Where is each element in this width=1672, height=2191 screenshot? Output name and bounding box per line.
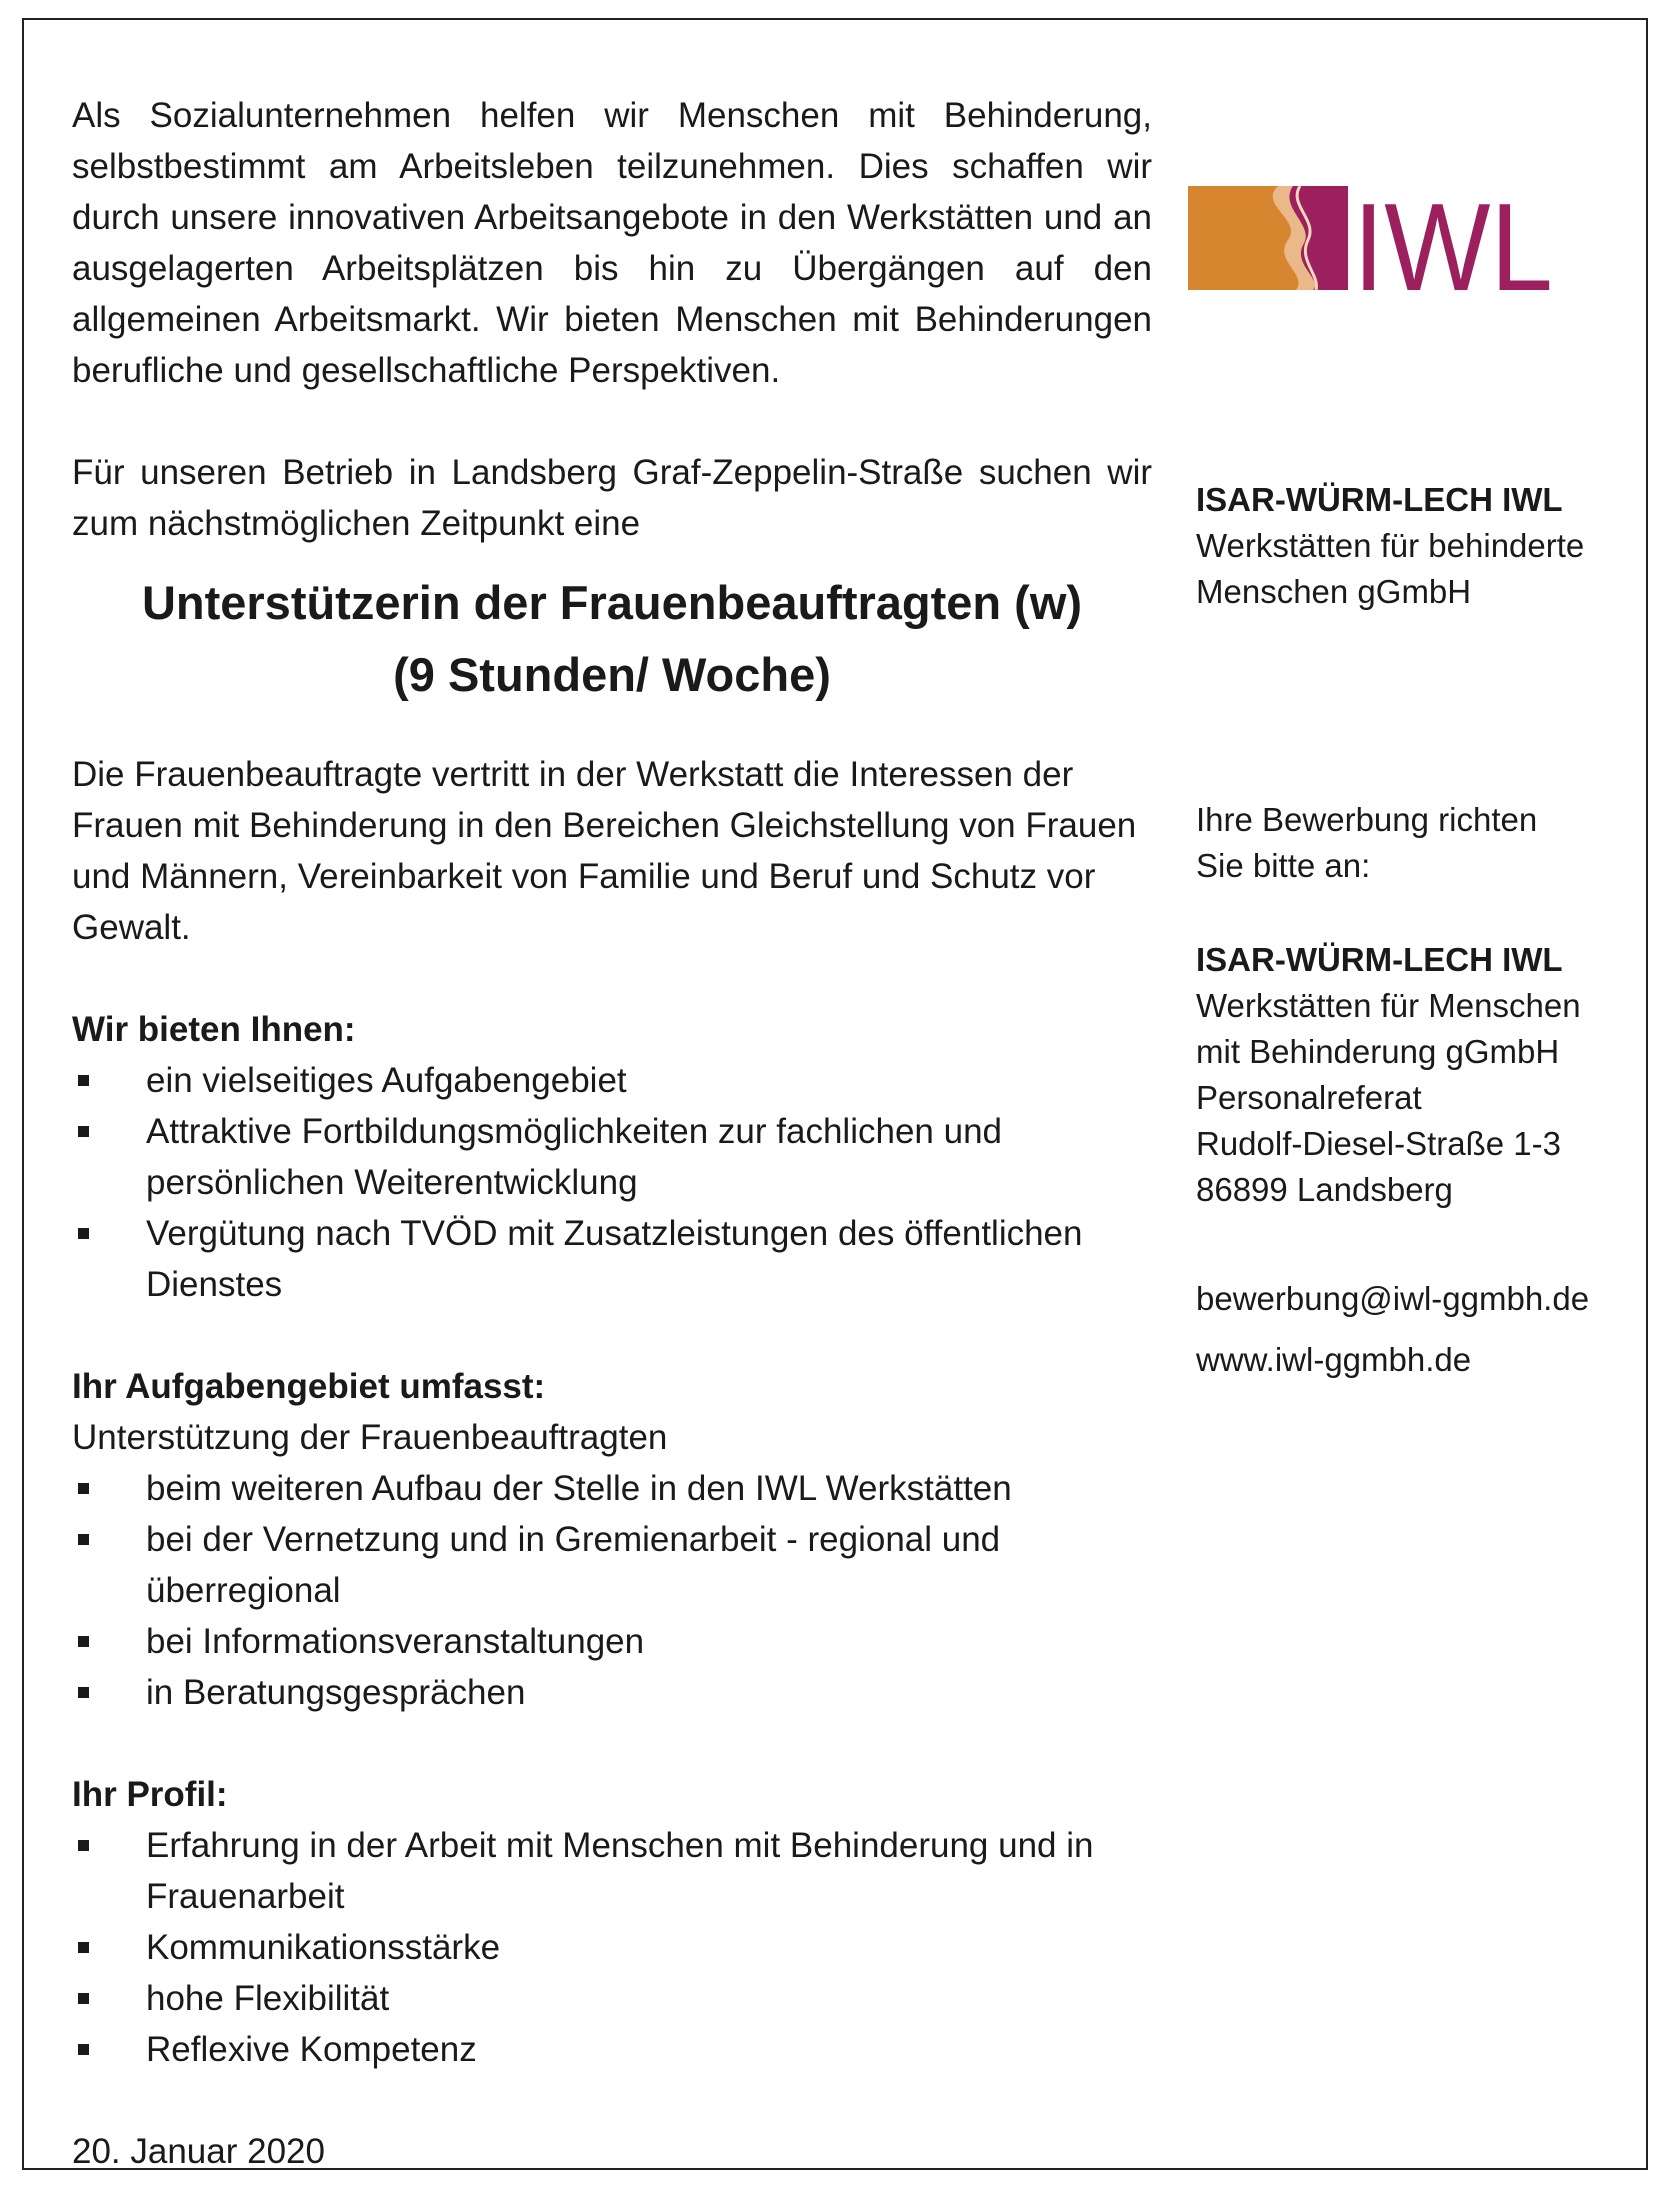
address-line: Rudolf-Diesel-Straße 1-3	[1196, 1125, 1561, 1162]
list-item: Vergütung nach TVÖD mit Zusatzleistungen des öffentlichen Dienstes	[72, 1208, 1152, 1310]
tasks-list	[72, 1463, 1152, 1718]
offer-heading: Wir bieten Ihnen:	[72, 1010, 356, 1049]
profile-list	[72, 1820, 1152, 2075]
address-line: Personalreferat	[1196, 1079, 1422, 1116]
logo-text: IWL	[1353, 180, 1553, 300]
list-item: Kommunikationsstärke	[72, 1922, 1152, 1973]
address-name: ISAR-WÜRM-LECH IWL	[1196, 941, 1563, 978]
email-link[interactable]: bewerbung@iwl-ggmbh.de	[1196, 1280, 1590, 1317]
offer-list	[72, 1055, 1152, 1310]
address-line: Werkstätten für Menschen	[1196, 987, 1581, 1024]
spacer	[72, 953, 1152, 1004]
job-title-line-2: (9 Stunden/ Woche)	[393, 648, 831, 701]
company-name: ISAR-WÜRM-LECH IWL	[1196, 481, 1563, 518]
list-item: bei Informationsveranstaltungen	[72, 1616, 1152, 1667]
job-title	[72, 567, 1152, 711]
profile-heading: Ihr Profil:	[72, 1775, 228, 1814]
list-item: Attraktive Fortbildungsmöglichkeiten zur fachlichen und persönlichen Weiterentwicklung	[72, 1106, 1152, 1208]
list-item: Erfahrung in der Arbeit mit Menschen mit Behinderung und in Frauenarbeit	[72, 1820, 1152, 1922]
list-item: ein vielseitiges Aufgabengebiet	[72, 1055, 1152, 1106]
iwl-logo	[1188, 180, 1558, 300]
company-line: Menschen gGmbH	[1196, 573, 1472, 610]
job-title-line-1: Unterstützerin der Frauenbeauftragten (w)	[141, 576, 1083, 629]
list-item: in Beratungsgesprächen	[72, 1667, 1152, 1718]
address-block	[1196, 937, 1656, 1213]
date-text: 20. Januar 2020	[72, 2132, 325, 2171]
spacer	[72, 2075, 1152, 2126]
search-paragraph: Für unseren Betrieb in Landsberg Graf-Zeppelin-Straße suchen wir zum nächstmöglichen Zeitpunkt eine	[72, 453, 1152, 543]
apply-block	[1196, 797, 1656, 889]
document-frame	[22, 18, 1648, 2170]
intro-paragraph: Als Sozialunternehmen helfen wir Menschen mit Behinderung, selbstbestimmt am Arbeitsleben teilzunehmen. Dies schaffen wir durch unsere innovativen Arbeitsangebote in den Werkstätten und an ausgelagerten Arbeitsplätzen bis hin zu Übergängen auf den allgemeinen Arbeitsmarkt. Wir bieten Menschen mit Behinderungen berufliche und gesellschaftliche Perspektiven.	[72, 96, 1152, 390]
apply-line: Sie bitte an:	[1196, 847, 1371, 884]
list-item: hohe Flexibilität	[72, 1973, 1152, 2024]
address-line: mit Behinderung gGmbH	[1196, 1033, 1560, 1070]
address-line: 86899 Landsberg	[1196, 1171, 1453, 1208]
list-item: Reflexive Kompetenz	[72, 2024, 1152, 2075]
spacer	[72, 1718, 1152, 1769]
web-link[interactable]: www.iwl-ggmbh.de	[1196, 1341, 1472, 1378]
company-line: Werkstätten für behinderte	[1196, 527, 1585, 564]
apply-line: Ihre Bewerbung richten	[1196, 801, 1538, 838]
list-item: bei der Vernetzung und in Gremienarbeit - regional und überregional	[72, 1514, 1152, 1616]
list-item: beim weiteren Aufbau der Stelle in den IWL Werkstätten	[72, 1463, 1152, 1514]
main-column	[72, 90, 1152, 2177]
spacer	[72, 1310, 1152, 1361]
tasks-heading: Ihr Aufgabengebiet umfasst:	[72, 1367, 546, 1406]
spacer	[72, 396, 1152, 447]
tasks-intro: Unterstützung der Frauenbeauftragten	[72, 1418, 668, 1457]
company-block	[1196, 477, 1656, 615]
description-paragraph: Die Frauenbeauftragte vertritt in der Werkstatt die Interessen der Frauen mit Behinderung in den Bereichen Gleichstellung von Frauen und Männern, Vereinbarkeit von Familie und Beruf und Schutz vor Gewalt.	[72, 755, 1137, 947]
